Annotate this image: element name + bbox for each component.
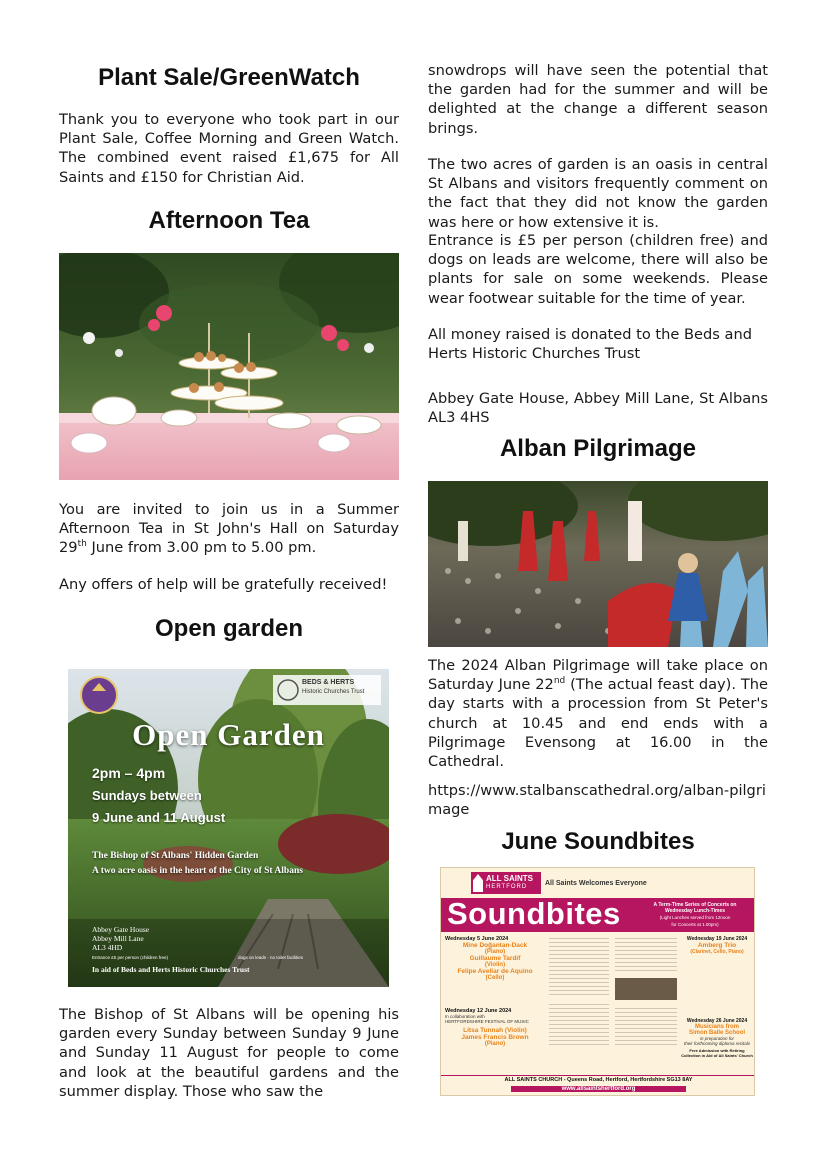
poster-addr1: Abbey Gate House bbox=[92, 925, 150, 934]
concert-3-date: Wednesday 19 June 2024 bbox=[686, 936, 748, 942]
poster-title: Open Garden bbox=[132, 717, 325, 752]
concert-1-instrument-c: (Cello) bbox=[485, 975, 505, 981]
poster-tag1: A Term-Time Series of Concerts on Wednesday Lunch-Times bbox=[653, 902, 737, 914]
concert-4-line-a: Musicians from bbox=[694, 1024, 739, 1030]
poster-subtitle2: A two acre oasis in the heart of the City of St Albans bbox=[92, 866, 303, 876]
poster-fine-left: Entrance £5 per person (children free) bbox=[92, 955, 169, 960]
concert-4 bbox=[681, 1018, 753, 1058]
concert-1-instrument-b: (Violin) bbox=[484, 962, 506, 968]
poster-brand-top: ALL SAINTS bbox=[486, 874, 533, 883]
soundbites-heading: June Soundbites bbox=[501, 828, 695, 855]
plant-sale-body: Thank you to everyone who took part in our Plant Sale, Coffee Morning and Green Watch. The combined event raised £1,675 for All Saints and £150 for Christian Aid. bbox=[59, 111, 399, 186]
open-garden-body4: All money raised is donated to the Beds and Herts Historic Churches Trust bbox=[428, 326, 752, 363]
pilgrimage-photo bbox=[428, 481, 768, 647]
concert-3-instrument: (Clarinet, Cello, Piano) bbox=[690, 949, 744, 955]
concert-3-artist: Amberg Trio bbox=[697, 942, 737, 949]
poster-org-line1: BEDS & HERTS bbox=[302, 679, 355, 686]
pilgrimage-heading: Alban Pilgrimage bbox=[499, 435, 697, 462]
poster-brand-bottom: HERTFORD bbox=[486, 884, 528, 890]
poster-title: Soundbites bbox=[447, 896, 621, 931]
concert-4-date: Wednesday 26 June 2024 bbox=[686, 1018, 748, 1024]
poster-website: www.allsaintshertford.org bbox=[511, 1086, 686, 1092]
concert-1 bbox=[445, 936, 545, 981]
poster-time: 2pm – 4pm bbox=[92, 765, 166, 781]
open-garden-address: Abbey Gate House, Abbey Mill Lane, St Albans AL3 4HS bbox=[428, 390, 768, 427]
performer-photos bbox=[615, 978, 677, 1000]
concert-2-instrument-b: (Piano) bbox=[484, 1041, 506, 1047]
poster-org-line2: Historic Churches Trust bbox=[302, 689, 365, 695]
pilgrimage-link[interactable]: https://www.stalbanscathedral.org/alban-pilgrimage bbox=[428, 782, 766, 819]
concert-3 bbox=[681, 936, 753, 955]
open-garden-heading: Open garden bbox=[154, 615, 304, 642]
poster-footer: ALL SAINTS CHURCH - Queens Road, Hertford, Hertfordshire SG13 8AY bbox=[504, 1077, 693, 1083]
concert-2-note2: HERTFORDSHIRE FESTIVAL OF MUSIC bbox=[445, 1019, 529, 1024]
poster-welcome: All Saints Welcomes Everyone bbox=[545, 880, 647, 887]
open-garden-body-cont: snowdrops will have seen the potential that the garden had for the summer and will be delighted at the change a different season brings. bbox=[428, 62, 768, 137]
concert-2 bbox=[445, 1008, 545, 1047]
concert-4-line-b: Simon Balle School bbox=[688, 1030, 745, 1036]
concert-1-artist-c: Felipe Avellar de Aquino bbox=[457, 968, 533, 975]
concert-1-date: Wednesday 5 June 2024 bbox=[445, 936, 509, 942]
concert-4-line-c: in preparation for bbox=[699, 1036, 735, 1041]
concert-2-artist-a: Litsa Tunnah (Violin) bbox=[463, 1027, 527, 1034]
open-garden-body: The Bishop of St Albans will be opening his garden every Sunday between Sunday 9 June and Sunday 11 August for people to come and look at the beautiful gardens and the summer display. Those who saw the bbox=[59, 1006, 399, 1100]
poster-dates: 9 June and 11 August bbox=[92, 810, 226, 825]
afternoon-tea-help: Any offers of help will be gratefully received! bbox=[59, 576, 388, 593]
poster-footer: In aid of Beds and Herts Historic Churches Trust bbox=[92, 965, 250, 974]
poster-middle-text bbox=[549, 938, 677, 1048]
concert-2-artist-b: James Francis Brown bbox=[461, 1034, 529, 1041]
open-garden-poster bbox=[68, 669, 389, 987]
afternoon-tea-heading: Afternoon Tea bbox=[148, 207, 310, 234]
afternoon-tea-body: You are invited to join us in a Summer Afternoon Tea in St John's Hall on Saturday 29th June from 3.00 pm to 5.00 pm. bbox=[59, 501, 399, 557]
concert-2-date: Wednesday 12 June 2024 bbox=[445, 1008, 512, 1014]
concert-1-artist-a: Mine Doğantan-Dack bbox=[462, 942, 528, 949]
poster-tag2: (Light Lunches served from 12noon bbox=[659, 915, 731, 920]
poster-fine-right: dogs on leads · no toilet facilities bbox=[238, 955, 304, 960]
plant-sale-heading: Plant Sale/GreenWatch bbox=[98, 64, 360, 91]
poster-subtitle1: The Bishop of St Albans' Hidden Garden bbox=[92, 851, 259, 861]
afternoon-tea-photo bbox=[59, 253, 399, 480]
soundbites-poster bbox=[440, 867, 755, 1096]
concert-1-instrument-a: (Piano) bbox=[484, 949, 506, 955]
concert-2-note1: In collaboration with bbox=[445, 1014, 485, 1019]
concert-4-free: Free Admission with Retiring Collection in Aid of All Saints' Church bbox=[681, 1048, 753, 1058]
poster-addr3: AL3 4HD bbox=[92, 943, 123, 952]
poster-addr2: Abbey Mill Lane bbox=[92, 934, 144, 943]
concert-1-artist-b: Guillaume Tardif bbox=[469, 955, 521, 962]
concert-4-line-d: their forthcoming diploma recitals bbox=[683, 1041, 751, 1046]
poster-tag3: for Concerts at 1.00pm) bbox=[671, 922, 719, 927]
open-garden-body3: Entrance is £5 per person (children free) and dogs on leads are welcome, there will also be plants for sale on some weekends. Please wear footwear suitable for the time of year. bbox=[428, 232, 768, 307]
open-garden-body2: The two acres of garden is an oasis in central St Albans and visitors frequently comment on the fact that they did not know the garden was here or how extensive it is. bbox=[428, 156, 768, 231]
pilgrimage-body: The 2024 Alban Pilgrimage will take place on Saturday June 22nd (The actual feast day). The day starts with a procession from St Peter's church at 10.45 and end ends with a Pilgrimage Evensong at 16.00 in the Cathedral. bbox=[428, 657, 768, 771]
poster-days: Sundays between bbox=[92, 788, 202, 803]
